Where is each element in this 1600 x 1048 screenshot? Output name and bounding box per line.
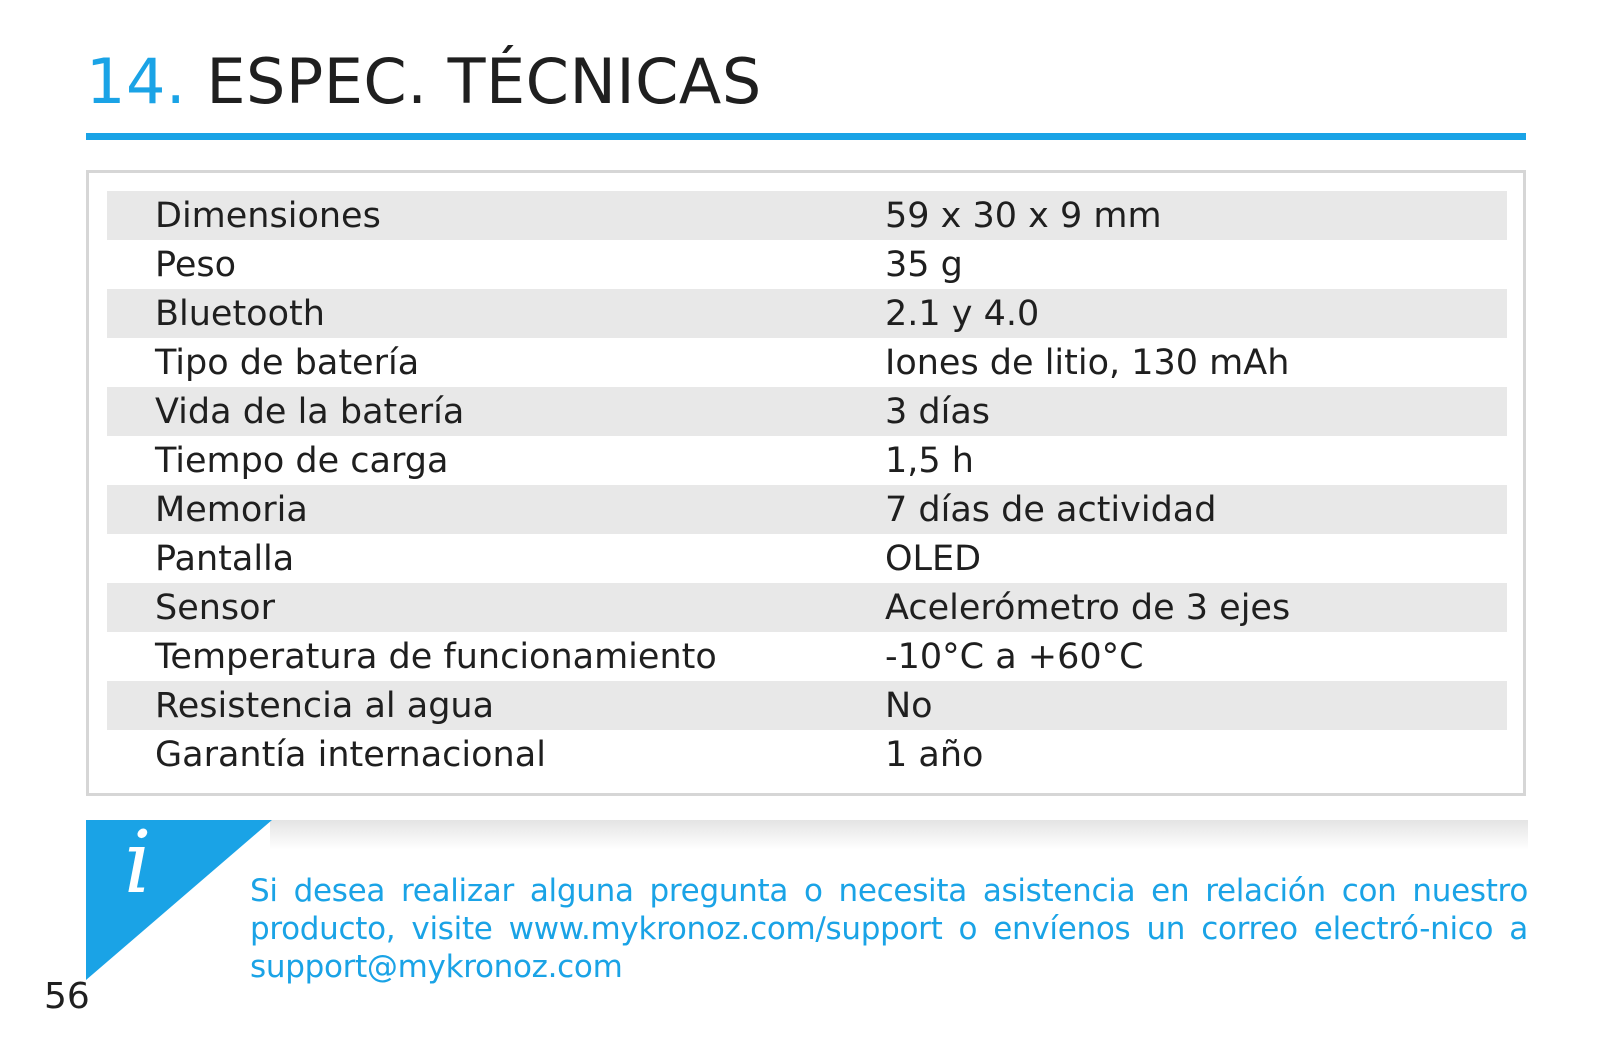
- spec-row: [107, 289, 1507, 338]
- support-info-text: Si desea realizar alguna pregunta o necesita asistencia en relación con nuestro producto, visite www.mykronoz.com/support o envíenos un correo electró-nico a support@mykronoz.com: [250, 873, 1528, 985]
- section-number: 14.: [86, 45, 187, 118]
- spec-label: Resistencia al agua: [155, 686, 495, 726]
- spec-label: Peso: [155, 245, 237, 285]
- spec-row: [107, 583, 1507, 632]
- spec-value: 35 g: [885, 245, 963, 285]
- spec-value: 3 días: [885, 392, 991, 432]
- spec-row: [107, 730, 1507, 779]
- spec-label: Tipo de batería: [155, 343, 420, 383]
- spec-label: Bluetooth: [155, 294, 325, 334]
- page-title: [86, 46, 762, 118]
- section-title: ESPEC. TÉCNICAS: [206, 45, 762, 118]
- spec-value: 2.1 y 4.0: [885, 294, 1040, 334]
- spec-label: Memoria: [155, 490, 308, 530]
- info-icon: [86, 820, 272, 980]
- page-number: 56: [44, 976, 90, 1017]
- spec-label: Tiempo de carga: [155, 441, 449, 481]
- spec-row: [107, 632, 1507, 681]
- specs-table: [107, 191, 1507, 779]
- spec-row: [107, 387, 1507, 436]
- spec-row: [107, 534, 1507, 583]
- spec-row: [107, 681, 1507, 730]
- spec-value: Iones de litio, 130 mAh: [885, 343, 1290, 383]
- spec-label: Garantía internacional: [155, 735, 546, 775]
- spec-row: [107, 240, 1507, 289]
- spec-value: Acelerómetro de 3 ejes: [885, 588, 1291, 628]
- spec-value: No: [885, 686, 933, 726]
- spec-value: 59 x 30 x 9 mm: [885, 196, 1162, 236]
- spec-label: Dimensiones: [155, 196, 381, 236]
- spec-value: OLED: [885, 539, 982, 579]
- info-icon-letter: i: [124, 820, 152, 913]
- spec-label: Temperatura de funcionamiento: [155, 637, 717, 677]
- spec-label: Pantalla: [155, 539, 295, 579]
- spec-value: 7 días de actividad: [885, 490, 1217, 530]
- spec-row: [107, 191, 1507, 240]
- spec-label: Sensor: [155, 588, 275, 628]
- spec-row: [107, 436, 1507, 485]
- spec-value: 1,5 h: [885, 441, 974, 481]
- spec-value: 1 año: [885, 735, 984, 775]
- info-divider-shadow: [270, 820, 1528, 850]
- specs-table-box: [86, 170, 1526, 796]
- spec-row: [107, 338, 1507, 387]
- spec-value: -10°C a +60°C: [885, 637, 1144, 677]
- title-underline: [86, 133, 1526, 140]
- spec-row: [107, 485, 1507, 534]
- spec-label: Vida de la batería: [155, 392, 465, 432]
